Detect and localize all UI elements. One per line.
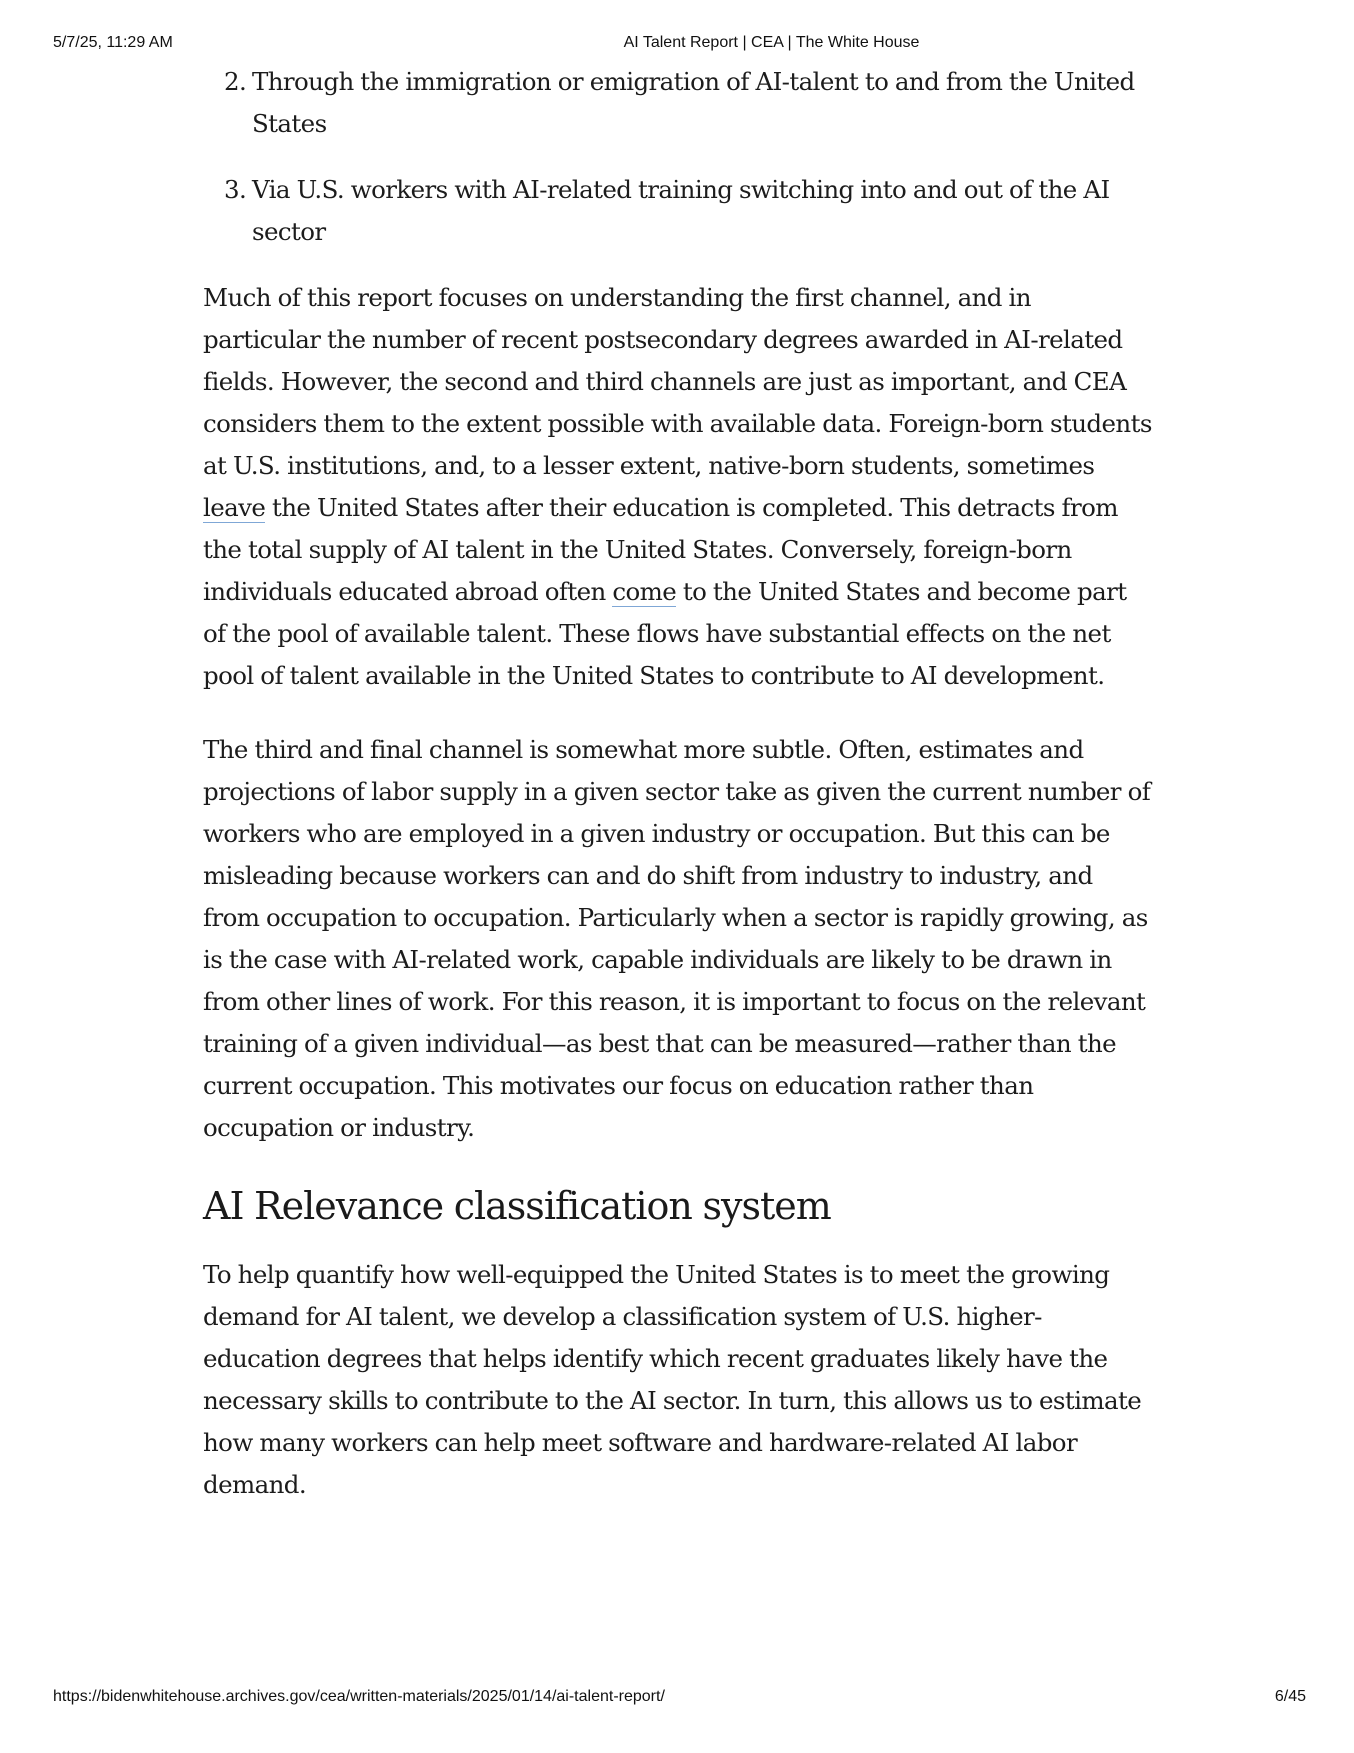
paragraph-third-channel: The third and final channel is somewhat more subtle. Often, estimates and projections of labor supply in a given sector take as given the current number of workers who are employed in a given industry or occupation. But this can be misleading because workers can and do shift from industry to industry, and from occupation to occupation. Particularly when a sector is rapidly growing, as is the case with AI-related work, capable individuals are likely to be drawn in from other lines of work. For this reason, it is important to focus on the relevant training of a given individual—as best that can be measured—rather than the current occupation. This motivates our focus on education rather than occupation or industry. xyxy=(203,735,1151,1142)
page-url: https://bidenwhitehouse.archives.gov/cea/written-materials/2025/01/14/ai-talent-report/ xyxy=(53,1688,665,1705)
print-datetime: 5/7/25, 11:29 AM xyxy=(53,34,173,51)
paragraph-text: the United States after their education is completed. This detracts from the total supply of AI talent in the United States. Conversely, foreign-born individuals educated abroad often xyxy=(203,493,1118,606)
list-item xyxy=(203,169,1153,253)
print-footer xyxy=(0,1688,1354,1710)
page-number: 6/45 xyxy=(1274,1688,1306,1705)
come-link[interactable]: come xyxy=(612,577,677,606)
print-header xyxy=(0,34,1354,56)
list-item-number: 3. xyxy=(224,175,247,204)
paragraph-text: to the United States and become part of the pool of available talent. These flows have substantial effects on the net pool of talent available in the United States to contribute to AI development. xyxy=(203,577,1127,690)
list-item-text: Via U.S. workers with AI-related training switching into and out of the AI sector xyxy=(252,175,1110,246)
paragraph-channels xyxy=(203,277,1153,697)
paragraph-text: Much of this report focuses on understanding the first channel, and in particular the number of recent postsecondary degrees awarded in AI-related fields. However, the second and third channels are just as important, and CEA considers them to the extent possible with available data. Foreign-born students at U.S. institutions, and, to a lesser extent, native-born students, sometimes xyxy=(203,283,1152,480)
leave-link[interactable]: leave xyxy=(203,493,266,522)
section-heading: AI Relevance classification system xyxy=(203,1184,831,1228)
list-item-number: 2. xyxy=(224,67,247,96)
channel-list xyxy=(203,61,1153,253)
paragraph-classification: To help quantify how well-equipped the United States is to meet the growing demand for AI talent, we develop a classification system of U.S. higher-education degrees that helps identify which recent graduates likely have the necessary skills to contribute to the AI sector. In turn, this allows us to estimate how many workers can help meet software and hardware-related AI labor demand. xyxy=(203,1260,1142,1499)
list-item-text: Through the immigration or emigration of AI-talent to and from the United States xyxy=(252,67,1135,138)
list-item xyxy=(203,61,1153,145)
article-body xyxy=(203,61,1153,1538)
print-page-title: AI Talent Report | CEA | The White House xyxy=(623,34,920,51)
